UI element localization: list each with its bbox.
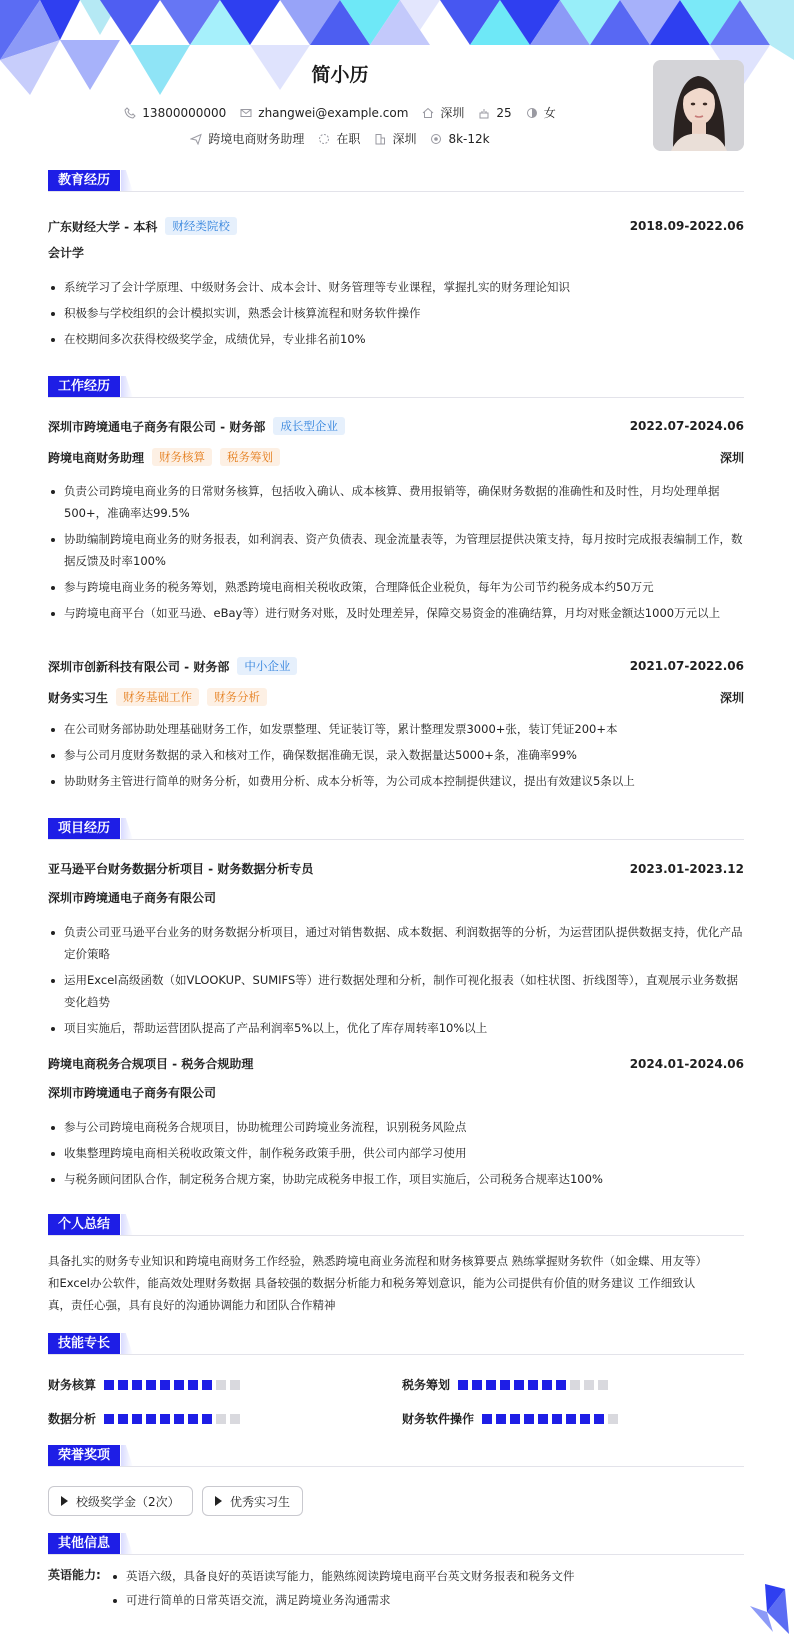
skill-level-dot-filled <box>132 1380 142 1390</box>
skill-level-dot-filled <box>202 1414 212 1424</box>
role-name: 跨境电商财务助理 <box>48 450 145 465</box>
cake-icon <box>478 107 490 119</box>
skill-level-dot-filled <box>594 1414 604 1424</box>
profile-photo <box>653 60 744 151</box>
skill-name: 数据分析 <box>48 1412 97 1426</box>
list-item: 与税务顾问团队合作，制定税务合规方案，协助完成税务申报工作，项目实施后，公司税务合规率达100% <box>48 1168 744 1190</box>
mail-icon <box>240 107 252 119</box>
city-text: 深圳 <box>440 106 465 120</box>
section-tag-tail <box>121 1333 133 1355</box>
skill-level-bar <box>104 1414 240 1424</box>
skill-level-dot-filled <box>580 1414 590 1424</box>
phone-item <box>124 106 226 120</box>
list-item: 可进行简单的日常英语交流，满足跨境业务沟通需求 <box>110 1589 730 1611</box>
skill-item <box>48 1376 240 1393</box>
work-bullets <box>48 480 744 628</box>
gender-item <box>526 104 556 121</box>
list-item: 运用Excel高级函数（如VLOOKUP、SUMIFS等）进行数据处理和分析，制作可视化报表（如柱状图、折线图等），直观展示业务数据变化趋势 <box>48 969 744 1013</box>
skill-level-dot-filled <box>566 1414 576 1424</box>
gender-text: 女 <box>543 106 556 120</box>
section-tag-tail <box>121 1533 133 1555</box>
skill-level-dot-filled <box>146 1414 156 1424</box>
list-item: 积极参与学校组织的会计模拟实训，熟悉会计核算流程和财务软件操作 <box>48 302 744 324</box>
gender-icon <box>526 107 538 119</box>
section-education <box>48 170 744 192</box>
project-org-row <box>48 889 744 906</box>
job-info-row <box>0 130 680 147</box>
award-item <box>202 1486 303 1516</box>
skill-level-dot-empty <box>230 1380 240 1390</box>
skill-level-dot-filled <box>104 1380 114 1390</box>
section-skills <box>48 1333 744 1355</box>
skill-level-dot-filled <box>524 1414 534 1424</box>
list-item: 协助财务主管进行简单的财务分析，如费用分析、成本分析等，为公司成本控制提供建议，提出有效建议5条以上 <box>48 770 744 792</box>
section-title-skills: 技能专长 <box>48 1333 120 1355</box>
skill-level-dot-empty <box>216 1414 226 1424</box>
skill-item <box>402 1410 618 1427</box>
award-item <box>48 1486 193 1516</box>
section-title-other: 其他信息 <box>48 1533 120 1555</box>
project-header-row <box>48 1055 744 1072</box>
major-row <box>48 244 744 261</box>
job-title-item <box>190 130 304 147</box>
award-label: 校级奖学金（2次） <box>76 1494 180 1509</box>
skill-level-dot-filled <box>486 1380 496 1390</box>
work-role-row <box>48 688 744 706</box>
education-period: 2018.09-2022.06 <box>629 219 744 233</box>
company-name: 深圳市创新科技有限公司 - 财务部 <box>48 659 230 674</box>
list-item: 在公司财务部协助处理基础财务工作，如发票整理、凭证装订等，累计整理发票3000+张，装订凭证200+本 <box>48 718 744 740</box>
role-name: 财务实习生 <box>48 690 109 705</box>
play-icon <box>215 1496 222 1506</box>
skill-level-dot-filled <box>174 1380 184 1390</box>
skill-level-dot-filled <box>202 1380 212 1390</box>
skill-level-dot-filled <box>118 1414 128 1424</box>
role-tag: 财务基础工作 <box>116 688 199 706</box>
section-title-awards: 荣誉奖项 <box>48 1445 120 1467</box>
skill-level-dot-filled <box>514 1380 524 1390</box>
skill-level-dot-filled <box>132 1414 142 1424</box>
footer-decoration <box>745 1584 790 1634</box>
skill-level-dot-empty <box>608 1414 618 1424</box>
company-tag: 成长型企业 <box>273 417 345 435</box>
section-tag-tail <box>121 1445 133 1467</box>
list-item: 参与跨境电商业务的税务筹划，熟悉跨境电商相关税收政策，合理降低企业税负，每年为公司节约税务成本约50万元 <box>48 576 744 598</box>
skill-level-dot-empty <box>230 1414 240 1424</box>
skill-level-dot-filled <box>500 1380 510 1390</box>
status-item <box>318 130 360 147</box>
skill-level-dot-filled <box>482 1414 492 1424</box>
section-divider <box>48 191 744 192</box>
role-tag: 财务核算 <box>152 448 212 466</box>
work-role-row <box>48 448 744 466</box>
phone-text: 13800000000 <box>142 105 227 120</box>
skill-item <box>48 1410 240 1427</box>
target-city-text: 深圳 <box>392 132 417 146</box>
project-org-row <box>48 1084 744 1101</box>
company-name: 深圳市跨境通电子商务有限公司 - 财务部 <box>48 419 266 434</box>
salary-item <box>430 132 489 146</box>
section-divider <box>48 1235 744 1236</box>
list-item: 与跨境电商平台（如亚马逊、eBay等）进行财务对账，及时处理差异，保障交易资金的准确结算，月均对账金额达1000万元以上 <box>48 602 744 624</box>
section-title-education: 教育经历 <box>48 170 120 192</box>
salary-text: 8k-12k <box>448 131 490 146</box>
skill-level-dot-empty <box>584 1380 594 1390</box>
age-item <box>478 106 511 120</box>
role-tag: 税务筹划 <box>220 448 280 466</box>
skill-level-dot-filled <box>552 1414 562 1424</box>
section-tag-tail <box>121 1214 133 1236</box>
skill-name: 财务软件操作 <box>402 1412 475 1426</box>
work-location: 深圳 <box>719 450 744 465</box>
education-header-row <box>48 217 744 235</box>
section-summary <box>48 1214 744 1236</box>
section-divider <box>48 1466 744 1467</box>
skill-level-dot-filled <box>174 1414 184 1424</box>
role-tag: 财务分析 <box>207 688 267 706</box>
work-bullets <box>48 718 744 796</box>
project-period: 2024.01-2024.06 <box>629 1056 744 1071</box>
contact-info-row <box>0 104 680 121</box>
section-awards <box>48 1445 744 1467</box>
school-tag: 财经类院校 <box>165 217 237 235</box>
skill-item <box>402 1376 608 1393</box>
skill-level-dot-filled <box>496 1414 506 1424</box>
section-divider <box>48 1354 744 1355</box>
section-title-projects: 项目经历 <box>48 818 120 840</box>
work-location: 深圳 <box>719 690 744 705</box>
list-item: 参与公司月度财务数据的录入和核对工作，确保数据准确无误，录入数据量达5000+条，准确率99% <box>48 744 744 766</box>
section-divider <box>48 839 744 840</box>
english-list <box>110 1565 730 1613</box>
list-item: 负责公司跨境电商业务的日常财务核算，包括收入确认、成本核算、费用报销等，确保财务数据的准确性和及时性，月均处理单据500+，准确率达99.5% <box>48 480 744 524</box>
skill-name: 税务筹划 <box>402 1378 451 1392</box>
skill-level-dot-filled <box>104 1414 114 1424</box>
list-item: 在校期间多次获得校级奖学金，成绩优异，专业排名前10% <box>48 328 744 350</box>
project-name: 跨境电商税务合规项目 - 税务合规助理 <box>48 1057 254 1071</box>
list-item: 收集整理跨境电商相关税收政策文件，制作税务政策手册，供公司内部学习使用 <box>48 1142 744 1164</box>
list-item: 协助编制跨境电商业务的财务报表，如利润表、资产负债表、现金流量表等，为管理层提供决策支持，每月按时完成报表编制工作，数据反馈及时率100% <box>48 528 744 572</box>
award-label: 优秀实习生 <box>230 1494 291 1509</box>
status-text: 在职 <box>336 132 361 146</box>
education-bullets <box>48 276 744 354</box>
skill-level-dot-empty <box>216 1380 226 1390</box>
skill-level-bar <box>104 1380 240 1390</box>
skill-level-bar <box>458 1380 608 1390</box>
work-period: 2021.07-2022.06 <box>629 659 744 673</box>
summary-text <box>48 1250 744 1316</box>
list-item: 系统学习了会计学原理、中级财务会计、成本会计、财务管理等专业课程，掌握扎实的财务理论知识 <box>48 276 744 298</box>
avatar-portrait <box>653 60 744 151</box>
target-city-item <box>374 130 416 147</box>
list-item: 英语六级，具备良好的英语读写能力，能熟练阅读跨境电商平台英文财务报表和税务文件 <box>110 1565 730 1587</box>
building-icon <box>374 133 386 145</box>
skill-name: 财务核算 <box>48 1378 97 1392</box>
project-name: 亚马逊平台财务数据分析项目 - 财务数据分析专员 <box>48 862 314 876</box>
email-item <box>240 106 408 120</box>
work-period: 2022.07-2024.06 <box>629 419 744 433</box>
skill-level-dot-filled <box>472 1380 482 1390</box>
project-org: 深圳市跨境通电子商务有限公司 <box>48 891 217 905</box>
skill-level-dot-filled <box>556 1380 566 1390</box>
project-period: 2023.01-2023.12 <box>629 861 744 876</box>
list-item: 负责公司亚马逊平台业务的财务数据分析项目，通过对销售数据、成本数据、利润数据等的分析，为运营团队提供数据支持，优化产品定价策略 <box>48 921 744 965</box>
skill-level-dot-filled <box>160 1380 170 1390</box>
skill-level-dot-filled <box>458 1380 468 1390</box>
coin-icon <box>430 133 442 145</box>
project-org: 深圳市跨境通电子商务有限公司 <box>48 1086 217 1100</box>
project-bullets <box>48 1116 744 1194</box>
section-projects <box>48 818 744 840</box>
major-name: 会计学 <box>48 246 85 260</box>
resume-title: 简小历 <box>311 64 369 86</box>
work-header-row <box>48 657 744 675</box>
skill-level-dot-filled <box>528 1380 538 1390</box>
summary-line: 具备扎实的财务专业知识和跨境电商财务工作经验，熟悉跨境电商业务流程和财务核算要点 熟练掌握财务软件（如金蝶、用友等） <box>48 1254 708 1268</box>
section-divider <box>48 397 744 398</box>
section-tag-tail <box>121 376 133 398</box>
list-item: 项目实施后，帮助运营团队提高了产品利润率5%以上，优化了库存周转率10%以上 <box>48 1017 744 1039</box>
section-other <box>48 1533 744 1555</box>
section-title-work: 工作经历 <box>48 376 120 398</box>
skill-level-dot-filled <box>542 1380 552 1390</box>
work-header-row <box>48 417 744 435</box>
skill-level-dot-filled <box>146 1380 156 1390</box>
send-icon <box>190 133 202 145</box>
summary-line: 和Excel办公软件，能高效处理财务数据 具备较强的数据分析能力和税务筹划意识，能为公司提供有价值的财务建议 工作细致认 <box>48 1276 696 1290</box>
summary-line: 真，责任心强，具有良好的沟通协调能力和团队合作精神 <box>48 1298 336 1312</box>
section-tag-tail <box>121 170 133 192</box>
skill-level-dot-empty <box>570 1380 580 1390</box>
loading-icon <box>318 133 330 145</box>
section-tag-tail <box>121 818 133 840</box>
project-header-row <box>48 860 744 877</box>
email-text: zhangwei@example.com <box>258 105 409 120</box>
age-text: 25 <box>496 105 512 120</box>
skill-level-dot-empty <box>598 1380 608 1390</box>
skill-level-dot-filled <box>188 1380 198 1390</box>
section-work <box>48 376 744 398</box>
home-icon <box>422 107 434 119</box>
phone-icon <box>124 107 136 119</box>
job-title-text: 跨境电商财务助理 <box>208 132 305 146</box>
skill-level-dot-filled <box>188 1414 198 1424</box>
play-icon <box>61 1496 68 1506</box>
company-tag: 中小企业 <box>237 657 297 675</box>
skill-level-dot-filled <box>510 1414 520 1424</box>
skill-level-dot-filled <box>160 1414 170 1424</box>
skill-level-dot-filled <box>118 1380 128 1390</box>
skill-level-bar <box>482 1414 618 1424</box>
section-divider <box>48 1554 744 1555</box>
skill-level-dot-filled <box>538 1414 548 1424</box>
english-label: 英语能力: <box>48 1568 101 1582</box>
list-item: 参与公司跨境电商税务合规项目，协助梳理公司跨境业务流程，识别税务风险点 <box>48 1116 744 1138</box>
school-name: 广东财经大学 - 本科 <box>48 219 158 234</box>
project-bullets <box>48 921 744 1043</box>
section-title-summary: 个人总结 <box>48 1214 120 1236</box>
city-item <box>422 104 464 121</box>
